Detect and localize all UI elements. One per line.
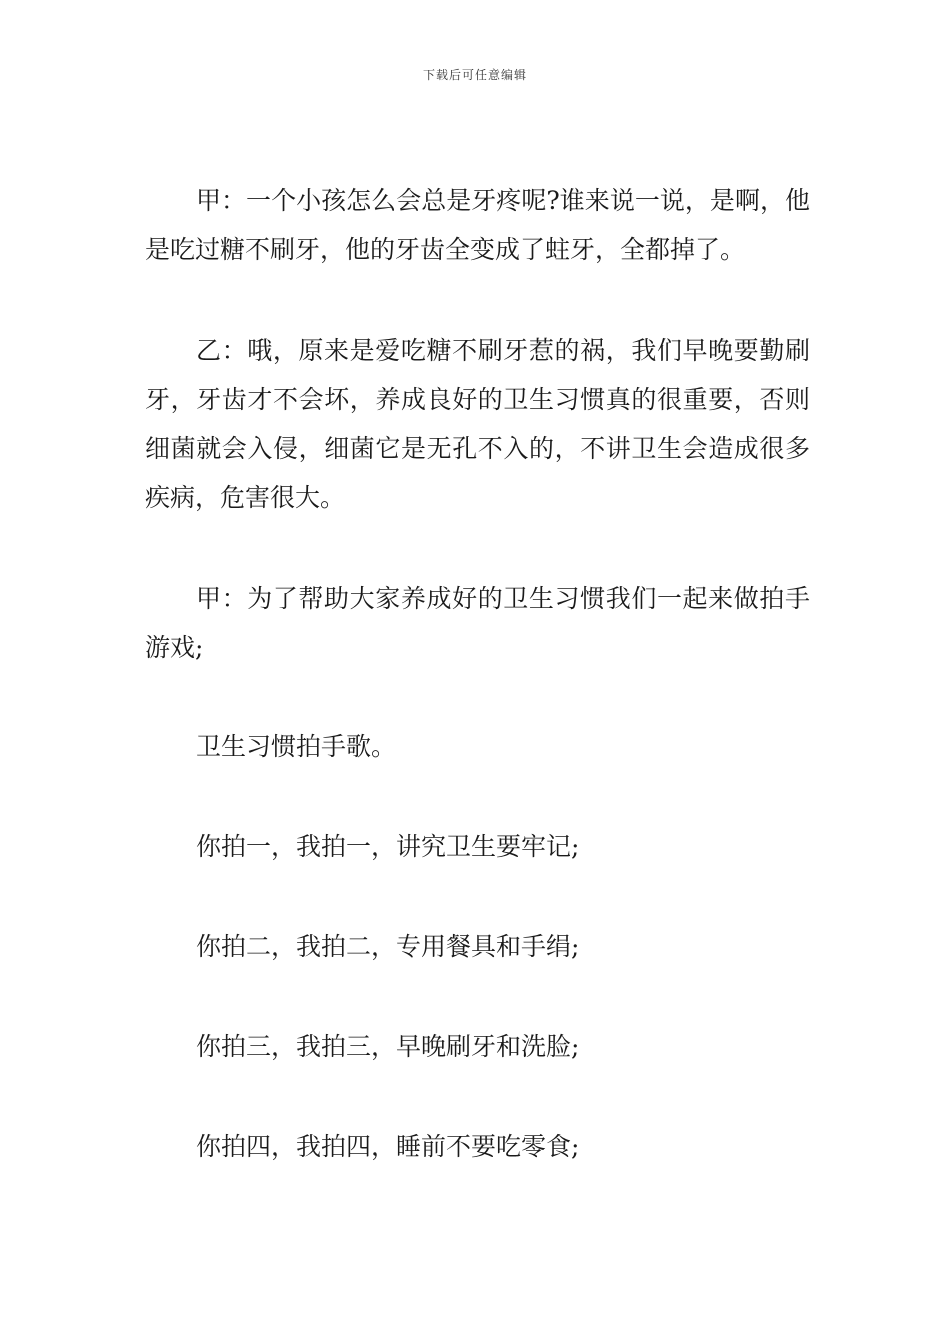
song-line-2: 你拍二，我拍二，专用餐具和手绢; bbox=[196, 932, 580, 961]
dialogue-paragraph-jia-1: 甲：一个小孩怎么会总是牙疼呢?谁来说一说，是啊，他是吃过糖不刷牙，他的牙齿全变成了蛀牙，全都掉了。 bbox=[145, 186, 810, 264]
dialogue-paragraph-yi: 乙：哦，原来是爱吃糖不刷牙惹的祸，我们早晚要勤刷牙，牙齿才不会坏，养成良好的卫生习惯真的很重要，否则细菌就会入侵，细菌它是无孔不入的，不讲卫生会造成很多疾病，危害很大。 bbox=[145, 336, 810, 512]
song-line-4: 你拍四，我拍四，睡前不要吃零食; bbox=[196, 1132, 580, 1161]
song-title: 卫生习惯拍手歌。 bbox=[196, 732, 397, 761]
dialogue-paragraph-jia-2: 甲：为了帮助大家养成好的卫生习惯我们一起来做拍手游戏; bbox=[145, 584, 810, 662]
song-line-1: 你拍一，我拍一，讲究卫生要牢记; bbox=[196, 832, 580, 861]
page-header: 下载后可任意编辑 bbox=[422, 68, 527, 82]
song-line-3: 你拍三，我拍三，早晚刷牙和洗脸; bbox=[196, 1032, 580, 1061]
